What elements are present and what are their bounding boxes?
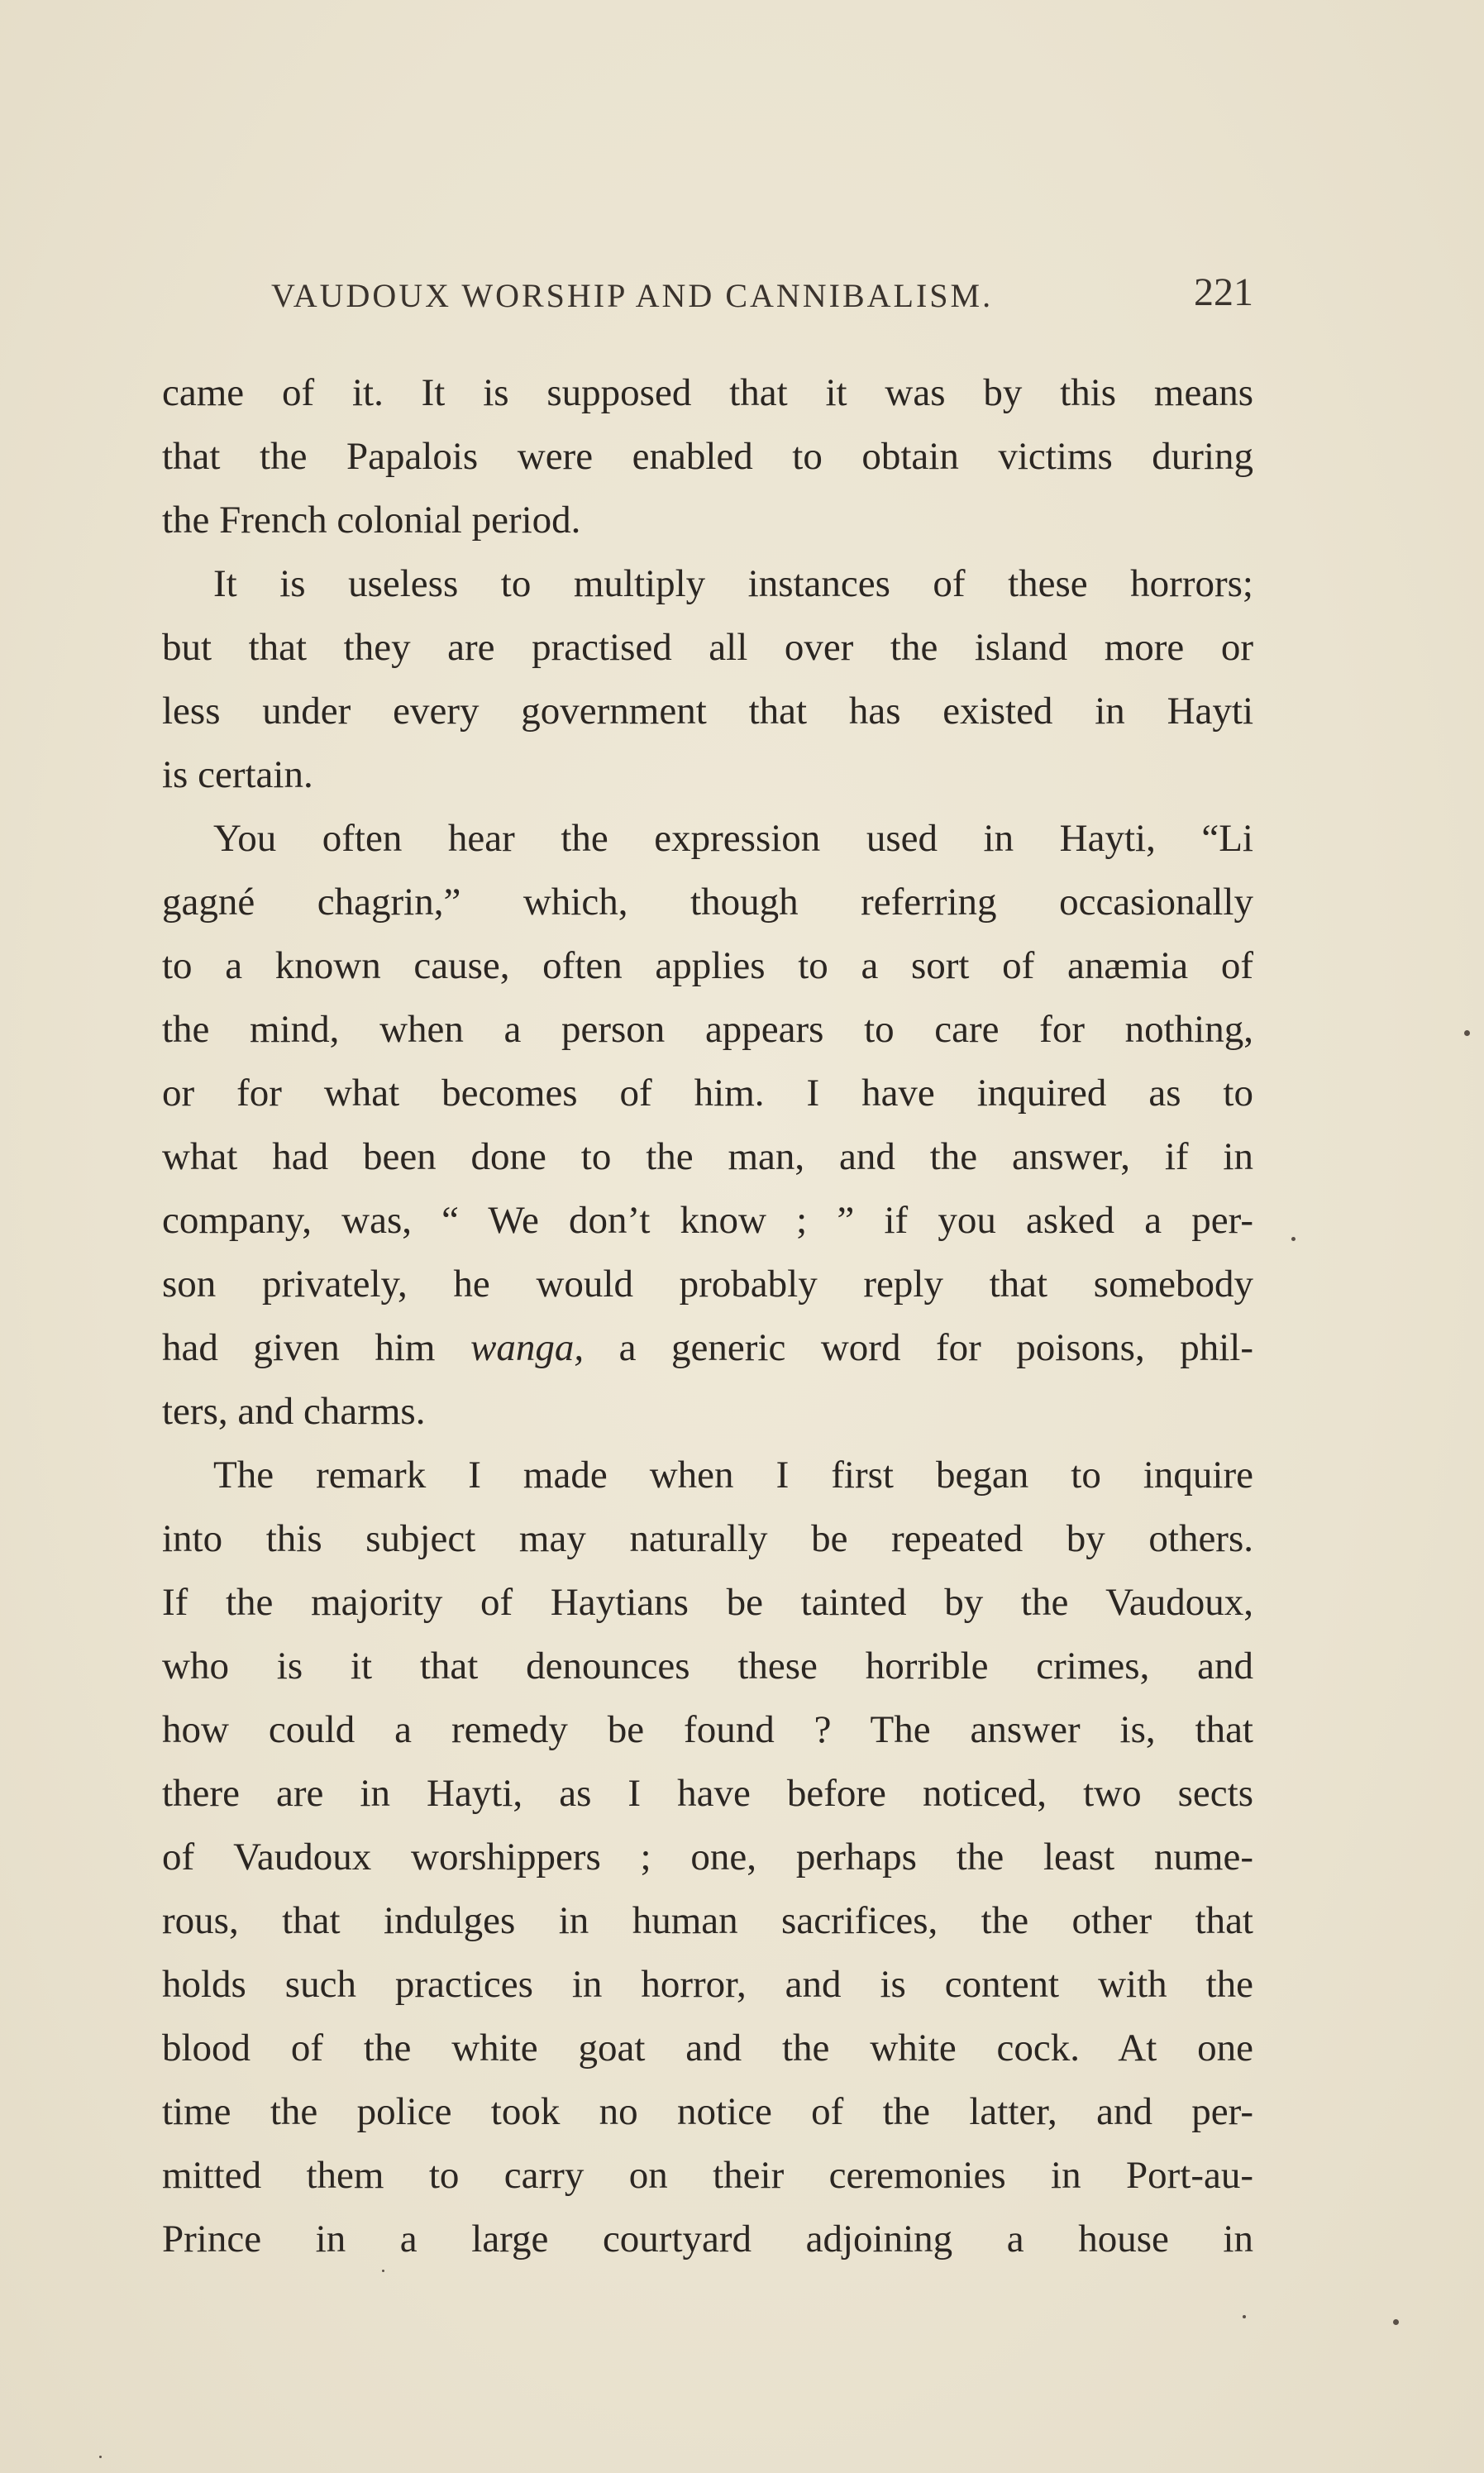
text-line: what had been done to the man, and the answer, if in	[162, 1135, 1253, 1178]
text-line: the French colonial period.	[162, 499, 581, 542]
paper-speck	[1464, 1030, 1470, 1036]
running-head: VAUDOUX WORSHIP AND CANNIBALISM.	[271, 277, 994, 314]
text-line: but that they are practised all over the island more or	[162, 626, 1253, 669]
text-line: that the Papalois were enabled to obtain victims during	[162, 435, 1253, 478]
paper-speck	[99, 2456, 102, 2458]
text-line: The remark I made when I first began to inquire	[213, 1454, 1253, 1497]
text-line: less under every government that has existed in Hayti	[162, 690, 1253, 733]
paper-speck	[1243, 2315, 1246, 2318]
text-line: who is it that denounces these horrible crimes, and	[162, 1645, 1253, 1688]
text-line: If the majority of Haytians be tainted by the Vaudoux,	[162, 1581, 1253, 1624]
page-header	[271, 270, 1253, 326]
text-line: company, was, “ We don’t know ; ” if you asked a per-	[162, 1199, 1253, 1242]
text-span: a generic word for poisons, phil-	[584, 1326, 1253, 1369]
text-line: rous, that indulges in human sacrifices, the other that	[162, 1899, 1253, 1942]
text-line: It is useless to multiply instances of these horrors;	[213, 562, 1253, 605]
text-line: there are in Hayti, as I have before noticed, two sects	[162, 1772, 1253, 1815]
text-line: ters, and charms.	[162, 1390, 426, 1433]
page-number: 221	[1194, 270, 1253, 314]
text-line: holds such practices in horror, and is content with the	[162, 1963, 1253, 2006]
text-line: came of it. It is supposed that it was by this means	[162, 371, 1253, 414]
text-line: into this subject may naturally be repeated by others.	[162, 1517, 1253, 1560]
text-line: time the police took no notice of the latter, and per-	[162, 2090, 1253, 2133]
text-span: had given him	[162, 1326, 470, 1369]
paper-speck	[382, 2270, 384, 2272]
text-line: how could a remedy be found ? The answer is, that	[162, 1708, 1253, 1751]
text-line: mitted them to carry on their ceremonies in Port-au-	[162, 2154, 1253, 2197]
paper-speck	[1291, 1237, 1296, 1241]
text-line: is certain.	[162, 753, 313, 796]
text-line: Prince in a large courtyard adjoining a house in	[162, 2218, 1253, 2261]
text-line: the mind, when a person appears to care for nothing,	[162, 1008, 1253, 1051]
paper-speck	[1393, 2319, 1399, 2325]
text-line: gagné chagrin,” which, though referring occasionally	[162, 881, 1253, 924]
text-line: or for what becomes of him. I have inquired as to	[162, 1072, 1253, 1115]
text-line: of Vaudoux worshippers ; one, perhaps the least nume-	[162, 1836, 1253, 1879]
text-line: blood of the white goat and the white cock. At one	[162, 2027, 1253, 2070]
text-line-wanga	[162, 1316, 1253, 1380]
text-line: son privately, he would probably reply that somebody	[162, 1263, 1253, 1306]
text-line: You often hear the expression used in Hayti, “Li	[213, 817, 1253, 860]
italic-word-wanga: wanga,	[470, 1326, 585, 1369]
text-line: to a known cause, often applies to a sort of anæmia of	[162, 944, 1253, 987]
